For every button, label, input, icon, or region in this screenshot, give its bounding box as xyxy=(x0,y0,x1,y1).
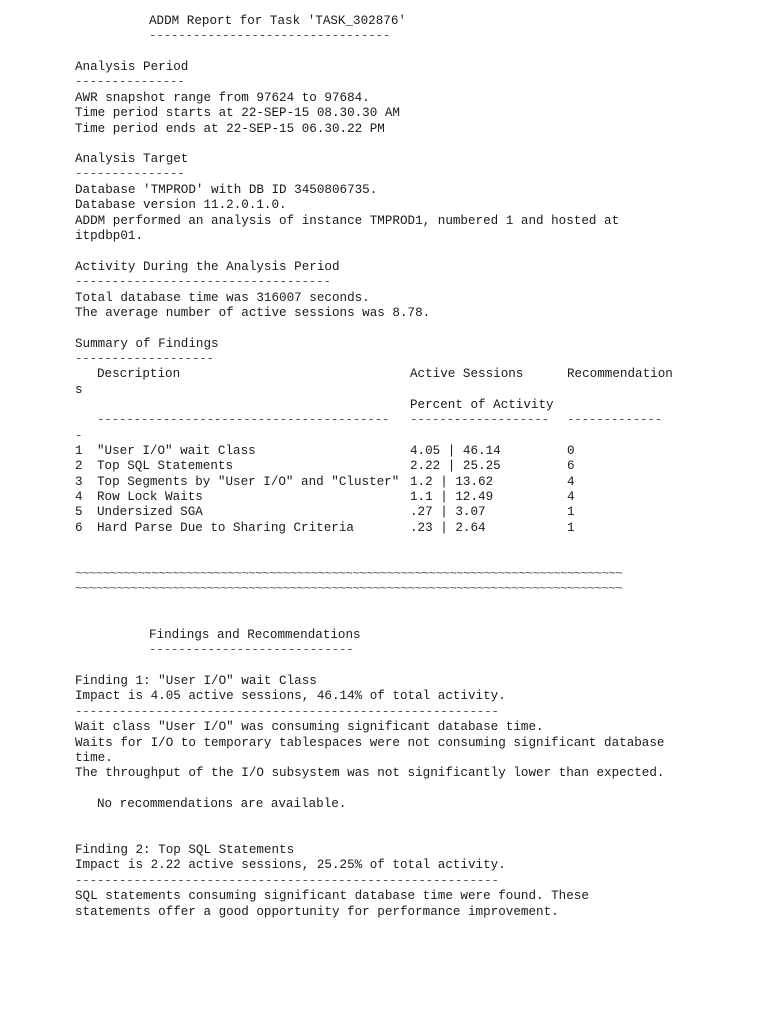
row-description: Row Lock Waits xyxy=(97,490,203,504)
finding-2-rule: ---------------------------------------------------------- xyxy=(75,874,499,888)
analysis-target-heading: Analysis Target xyxy=(75,152,189,166)
finding-2-impact: Impact is 2.22 active sessions, 25.25% of total activity. xyxy=(75,858,506,872)
column-header-description: Description xyxy=(97,367,181,381)
report-title-rule: --------------------------------- xyxy=(149,29,391,43)
report-title: ADDM Report for Task 'TASK_302876' xyxy=(149,14,406,28)
column-rule-recommendations: ------------- xyxy=(567,413,662,427)
row-activity: 1.2 | 13.62 xyxy=(410,475,494,489)
column-rule-description: ---------------------------------------- xyxy=(97,413,390,427)
row-recommendations: 1 xyxy=(567,521,575,535)
analysis-target-line: ADDM performed an analysis of instance TMPROD1, numbered 1 and hosted at xyxy=(75,214,620,228)
row-number: 6 xyxy=(75,521,83,535)
analysis-target-rule: --------------- xyxy=(75,167,185,181)
findings-heading-rule: ---------------------------- xyxy=(149,643,354,657)
row-activity: .27 | 3.07 xyxy=(410,505,486,519)
row-recommendations: 1 xyxy=(567,505,575,519)
row-activity: 4.05 | 46.14 xyxy=(410,444,501,458)
summary-rule: ------------------- xyxy=(75,352,214,366)
finding-1-title: Finding 1: "User I/O" wait Class xyxy=(75,674,317,688)
analysis-period-line: AWR snapshot range from 97624 to 97684. xyxy=(75,91,370,105)
analysis-period-heading: Analysis Period xyxy=(75,60,189,74)
finding-1-line: Waits for I/O to temporary tablespaces were not consuming significant database xyxy=(75,736,665,750)
analysis-target-line: itpdbp01. xyxy=(75,229,144,243)
finding-1-line: Wait class "User I/O" was consuming significant database time. xyxy=(75,720,544,734)
finding-2-line: statements offer a good opportunity for performance improvement. xyxy=(75,905,559,919)
analysis-target-line: Database version 11.2.0.1.0. xyxy=(75,198,287,212)
activity-rule: ----------------------------------- xyxy=(75,275,331,289)
row-description: Hard Parse Due to Sharing Criteria xyxy=(97,521,354,535)
finding-1-line: The throughput of the I/O subsystem was not significantly lower than expected. xyxy=(75,766,665,780)
tilde-separator: ~~~~~~~~~~~~~~~~~~~~~~~~~~~~~~~~~~~~~~~~~~~~~~~~~~~~~~~~~~~~~~~~~~~~~~~~~~~~~~~ xyxy=(75,567,623,581)
row-recommendations: 4 xyxy=(567,475,575,489)
row-number: 3 xyxy=(75,475,83,489)
column-header-active-sessions: Active Sessions xyxy=(410,367,524,381)
row-description: Top SQL Statements xyxy=(97,459,234,473)
activity-line: Total database time was 316007 seconds. xyxy=(75,291,370,305)
column-header-recommendations-wrap: s xyxy=(75,383,83,397)
tilde-separator: ~~~~~~~~~~~~~~~~~~~~~~~~~~~~~~~~~~~~~~~~~~~~~~~~~~~~~~~~~~~~~~~~~~~~~~~~~~~~~~~ xyxy=(75,582,623,596)
finding-1-note: No recommendations are available. xyxy=(97,797,347,811)
row-number: 5 xyxy=(75,505,83,519)
analysis-period-rule: --------------- xyxy=(75,75,185,89)
column-rule-wrap: - xyxy=(75,429,83,443)
row-description: Undersized SGA xyxy=(97,505,203,519)
row-number: 4 xyxy=(75,490,83,504)
column-rule-active: ------------------- xyxy=(410,413,549,427)
finding-2-title: Finding 2: Top SQL Statements xyxy=(75,843,295,857)
row-recommendations: 0 xyxy=(567,444,575,458)
activity-line: The average number of active sessions was 8.78. xyxy=(75,306,431,320)
row-description: "User I/O" wait Class xyxy=(97,444,256,458)
analysis-period-line: Time period ends at 22-SEP-15 06.30.22 PM xyxy=(75,122,385,136)
column-header-percent: Percent of Activity xyxy=(410,398,554,412)
row-recommendations: 4 xyxy=(567,490,575,504)
row-description: Top Segments by "User I/O" and "Cluster" xyxy=(97,475,400,489)
activity-heading: Activity During the Analysis Period xyxy=(75,260,340,274)
column-header-recommendations: Recommendation xyxy=(567,367,673,381)
finding-1-impact: Impact is 4.05 active sessions, 46.14% of total activity. xyxy=(75,689,506,703)
summary-heading: Summary of Findings xyxy=(75,337,219,351)
analysis-target-line: Database 'TMPROD' with DB ID 3450806735. xyxy=(75,183,378,197)
analysis-period-line: Time period starts at 22-SEP-15 08.30.30 AM xyxy=(75,106,400,120)
row-activity: 1.1 | 12.49 xyxy=(410,490,494,504)
row-activity: 2.22 | 25.25 xyxy=(410,459,501,473)
findings-heading: Findings and Recommendations xyxy=(149,628,361,642)
row-number: 2 xyxy=(75,459,83,473)
finding-2-line: SQL statements consuming significant database time were found. These xyxy=(75,889,589,903)
finding-1-line: time. xyxy=(75,751,113,765)
row-number: 1 xyxy=(75,444,83,458)
row-recommendations: 6 xyxy=(567,459,575,473)
finding-1-rule: ---------------------------------------------------------- xyxy=(75,705,499,719)
row-activity: .23 | 2.64 xyxy=(410,521,486,535)
